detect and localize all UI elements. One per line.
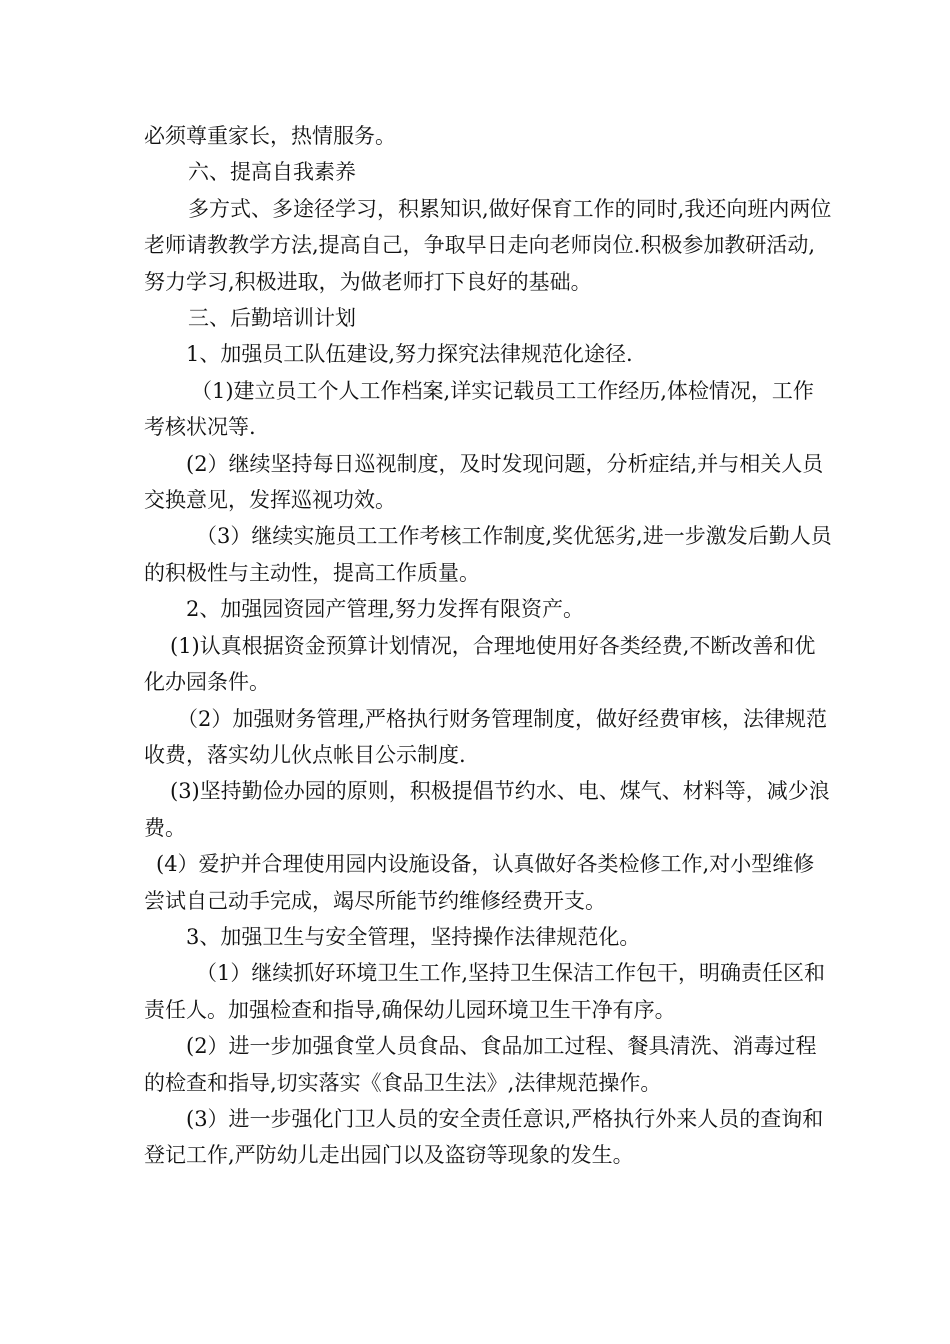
item-3-2: (2）进一步加强食堂人员食品、食品加工过程、餐具清洗、消毒过程的检查和指导,切实落实《食品卫生法》,法律规范操作。 bbox=[144, 1034, 817, 1095]
paragraph-continuation: 必须尊重家长，热情服务。 bbox=[144, 124, 396, 148]
item-2-2: （2）加强财务管理,严格执行财务管理制度，做好经费审核，法律规范收费，落实幼儿伙点帐目公示制度. bbox=[144, 706, 828, 767]
subheading-1: 1、加强员工队伍建设,努力探究法律规范化途径. bbox=[186, 342, 633, 367]
item-3-1: （1）继续抓好环境卫生工作,坚持卫生保洁工作包干，明确责任区和责任人。加强检查和指导,确保幼儿园环境卫生干净有序。 bbox=[144, 961, 826, 1022]
paragraph-self-study: 多方式、多途径学习，积累知识,做好保育工作的同时,我还向班内两位老师请教教学方法,提高自己，争取早日走向老师岗位.积极参加教研活动,努力学习,积极进取，为做老师打下良好的基础。 bbox=[144, 196, 832, 294]
item-2-1: (1)认真根据资金预算计划情况，合理地使用好各类经费,不断改善和优化办园条件。 bbox=[144, 633, 816, 695]
item-2-3: (3)坚持勤俭办园的原则，积极提倡节约水、电、煤气、材料等，减少浪费。 bbox=[144, 779, 830, 840]
section-heading-six: 六、提高自我素养 bbox=[188, 160, 356, 185]
item-3-3: (3）进一步强化门卫人员的安全责任意识,严格执行外来人员的查询和登记工作,严防幼儿走出园门以及盗窃等现象的发生。 bbox=[144, 1106, 824, 1168]
subheading-3: 3、加强卫生与安全管理，坚持操作法律规范化。 bbox=[186, 924, 641, 949]
item-2-4: (4）爱护并合理使用园内设施设备，认真做好各类检修工作,对小型维修尝试自己动手完成，竭尽所能节约维修经费开支。 bbox=[144, 852, 815, 913]
item-1-2: (2）继续坚持每日巡视制度，及时发现问题，分析症结,并与相关人员交换意见，发挥巡视功效。 bbox=[144, 451, 824, 513]
document-body bbox=[144, 118, 834, 1174]
subheading-2: 2、加强园资园产管理,努力发挥有限资产。 bbox=[186, 597, 585, 622]
item-1-1: （1)建立员工个人工作档案,详实记载员工工作经历,体检情况，工作考核状况等. bbox=[144, 378, 814, 440]
item-1-3: （3）继续实施员工工作考核工作制度,奖优惩劣,进一步激发后勤人员的积极性与主动性，提高工作质量。 bbox=[144, 524, 832, 585]
section-heading-three: 三、后勤培训计划 bbox=[188, 306, 356, 331]
